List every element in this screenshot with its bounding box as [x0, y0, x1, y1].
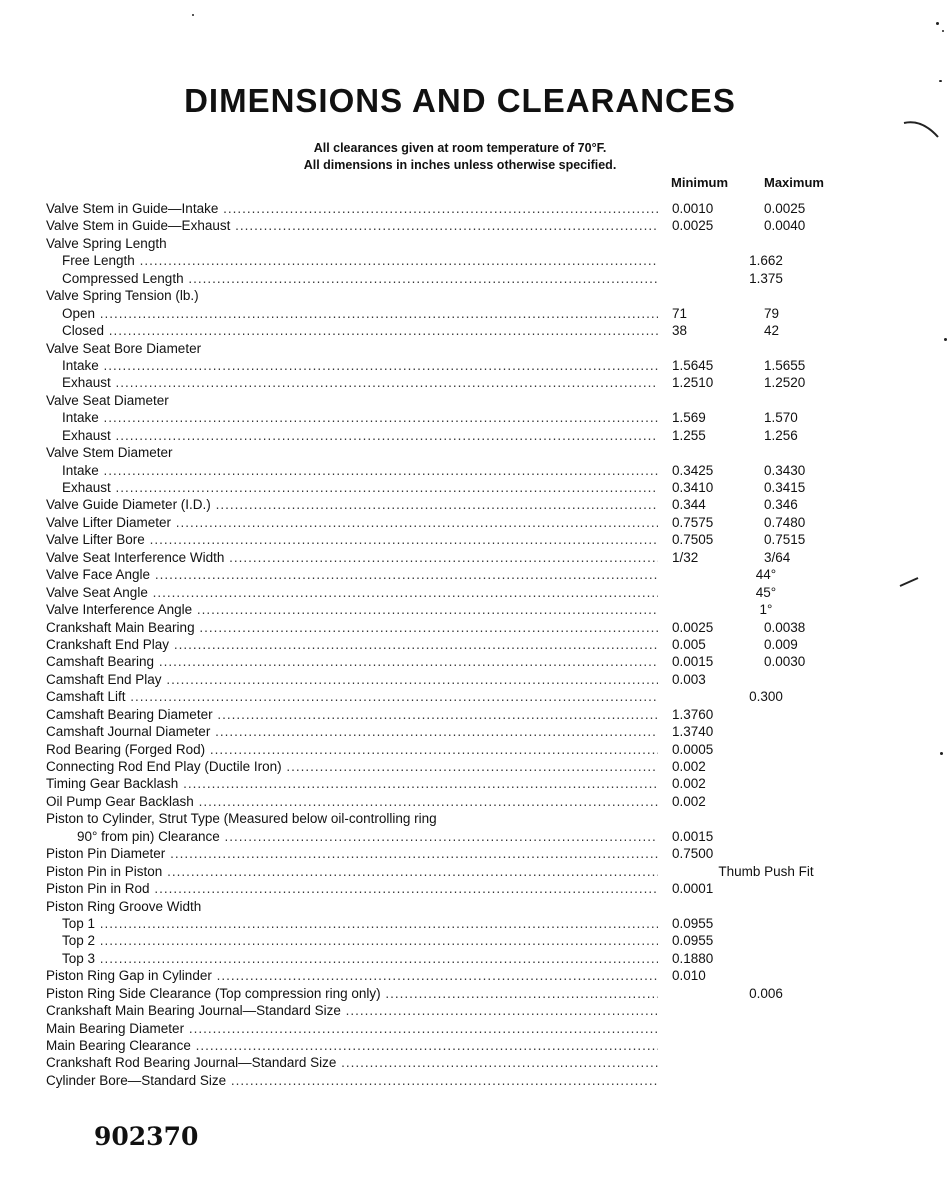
spec-label: Valve Seat Diameter [46, 392, 169, 408]
spec-value: 0.006 [749, 985, 783, 1001]
scan-speck [942, 30, 944, 32]
spec-minimum: 0.7575 [672, 514, 714, 530]
scan-mark [898, 574, 922, 590]
spec-value: 45° [755, 584, 777, 600]
spec-value: Thumb Push Fit [718, 863, 814, 879]
spec-row [46, 723, 846, 740]
spec-label: Main Bearing Diameter ..... [46, 1020, 658, 1037]
spec-row [46, 828, 846, 845]
minimum-column-header: Minimum [671, 175, 729, 190]
spec-row [46, 252, 846, 269]
spec-value: 44° [755, 567, 777, 583]
spec-minimum: 0.0010 [672, 201, 714, 216]
spec-row [46, 392, 846, 409]
spec-label: Top 2 ..... [46, 932, 658, 949]
spec-minimum: 0.3410 [672, 480, 714, 495]
spec-row [46, 653, 846, 670]
spec-row [46, 357, 846, 374]
spec-label: Crankshaft Main Bearing ..... [46, 619, 658, 636]
spec-minimum: 0.0005 [672, 741, 714, 757]
spec-minimum: 1.2510 [672, 375, 714, 391]
spec-maximum: 3/64 [764, 549, 791, 565]
spec-row [46, 758, 846, 775]
spec-label: Exhaust ..... [46, 374, 658, 391]
spec-label: Intake ..... [46, 357, 658, 374]
spec-maximum: 0.0025 [764, 201, 806, 216]
spec-row [46, 880, 846, 897]
spec-row [46, 845, 846, 862]
spec-label: Rod Bearing (Forged Rod) ..... [46, 741, 658, 758]
spec-label: Top 3 ..... [46, 950, 658, 967]
spec-row [46, 235, 846, 252]
spec-row [46, 863, 846, 880]
spec-row [46, 1054, 846, 1071]
spec-maximum: 0.0040 [764, 218, 806, 234]
spec-row [46, 950, 846, 967]
spec-label: Camshaft End Play ..... [46, 671, 658, 688]
maximum-column-header: Maximum [764, 175, 824, 190]
spec-label: Crankshaft Rod Bearing Journal—Standard Size ..... [46, 1054, 658, 1071]
spec-maximum: 42 [764, 323, 780, 339]
spec-row [46, 1072, 846, 1089]
spec-label: Piston Ring Gap in Cylinder ..... [46, 967, 658, 984]
spec-label: Timing Gear Backlash ..... [46, 775, 658, 792]
scan-speck [192, 14, 194, 16]
spec-row [46, 322, 846, 339]
spec-row [46, 566, 846, 583]
spec-label: Valve Stem in Guide—Exhaust ..... [46, 217, 658, 234]
spec-row [46, 305, 846, 322]
spec-label: Top 1 ..... [46, 915, 658, 932]
spec-value: 1.662 [749, 253, 783, 269]
spec-value: 1.375 [749, 270, 783, 286]
spec-label: Oil Pump Gear Backlash ..... [46, 793, 658, 810]
spec-minimum: 1.5645 [672, 357, 714, 373]
spec-label: Camshaft Bearing ..... [46, 653, 658, 670]
spec-label: Valve Seat Angle ..... [46, 584, 658, 601]
spec-row [46, 932, 846, 949]
spec-maximum: 0.346 [764, 497, 798, 513]
temperature-note: All clearances given at room temperature of 70°F. [313, 141, 607, 155]
spec-label: Connecting Rod End Play (Ductile Iron) ..... [46, 758, 658, 775]
spec-row [46, 741, 846, 758]
spec-row [46, 688, 846, 705]
spec-row [46, 531, 846, 548]
spec-minimum: 0.0001 [672, 881, 714, 897]
scan-speck [939, 80, 942, 82]
spec-minimum: 0.005 [672, 636, 706, 652]
spec-label: Piston Ring Side Clearance (Top compression ring only) ..... [46, 985, 658, 1002]
spec-row [46, 200, 846, 217]
spec-value: 0.300 [749, 689, 783, 705]
spec-minimum: 0.1880 [672, 950, 714, 966]
spec-row [46, 217, 846, 234]
spec-row [46, 898, 846, 915]
spec-label: Piston to Cylinder, Strut Type (Measured below oil-controlling ring [46, 811, 437, 827]
spec-label: Free Length ..... [46, 252, 658, 269]
spec-row [46, 270, 846, 287]
spec-row [46, 287, 846, 304]
scan-mark [902, 115, 942, 145]
spec-label: Valve Lifter Bore ..... [46, 531, 658, 548]
part-number: 902370 [94, 1122, 199, 1151]
spec-maximum: 0.3430 [764, 462, 806, 478]
spec-row [46, 444, 846, 461]
spec-maximum: 1.2520 [764, 375, 806, 391]
spec-maximum: 0.7480 [764, 514, 806, 530]
spec-minimum: 38 [672, 323, 688, 339]
spec-label: Exhaust ..... [46, 479, 658, 496]
spec-label: Valve Face Angle ..... [46, 566, 658, 583]
spec-minimum: 0.0025 [672, 218, 714, 234]
spec-maximum: 0.0030 [764, 654, 806, 670]
spec-label: Camshaft Journal Diameter ..... [46, 723, 658, 740]
spec-maximum: 0.0038 [764, 619, 806, 635]
spec-row [46, 985, 846, 1002]
specification-table [46, 200, 846, 1089]
spec-maximum: 0.3415 [764, 480, 806, 495]
spec-minimum: 1/32 [672, 549, 699, 565]
spec-minimum: 1.569 [672, 410, 706, 426]
spec-label: Main Bearing Clearance ..... [46, 1037, 658, 1054]
spec-row [46, 775, 846, 792]
spec-label: Valve Interference Angle ..... [46, 601, 658, 618]
spec-minimum: 0.7505 [672, 532, 714, 548]
spec-minimum: 0.002 [672, 759, 706, 774]
spec-label: Open ..... [46, 305, 658, 322]
spec-row [46, 479, 846, 496]
spec-minimum: 0.0955 [672, 915, 714, 931]
spec-minimum: 1.255 [672, 427, 706, 443]
spec-maximum: 79 [764, 305, 780, 321]
spec-row [46, 462, 846, 479]
spec-label: Valve Lifter Diameter ..... [46, 514, 658, 531]
spec-row [46, 810, 846, 827]
spec-label: Piston Pin in Piston ..... [46, 863, 658, 880]
spec-label: Intake ..... [46, 462, 658, 479]
scan-speck [940, 752, 943, 755]
spec-row [46, 1037, 846, 1054]
scan-speck [936, 22, 939, 25]
spec-label: 90° from pin) Clearance ..... [46, 828, 658, 845]
spec-label: Valve Stem Diameter [46, 445, 173, 461]
spec-label: Piston Pin Diameter ..... [46, 845, 658, 862]
spec-row [46, 967, 846, 984]
spec-row [46, 1002, 846, 1019]
spec-row [46, 427, 846, 444]
spec-label: Valve Seat Interference Width ..... [46, 549, 658, 566]
spec-label: Exhaust ..... [46, 427, 658, 444]
spec-label: Crankshaft End Play ..... [46, 636, 658, 653]
spec-row [46, 409, 846, 426]
spec-minimum: 1.3760 [672, 706, 714, 722]
spec-row [46, 793, 846, 810]
spec-maximum: 0.009 [764, 636, 798, 652]
spec-label: Valve Spring Tension (lb.) [46, 288, 199, 304]
spec-label: Valve Guide Diameter (I.D.) ..... [46, 496, 658, 513]
spec-label: Valve Stem in Guide—Intake ..... [46, 200, 658, 217]
spec-label: Crankshaft Main Bearing Journal—Standard Size ..... [46, 1002, 658, 1019]
spec-label: Piston Pin in Rod ..... [46, 880, 658, 897]
spec-label: Cylinder Bore—Standard Size ..... [46, 1072, 658, 1089]
spec-label: Camshaft Bearing Diameter ..... [46, 706, 658, 723]
page-title: DIMENSIONS AND CLEARANCES [184, 82, 736, 119]
spec-label: Camshaft Lift ..... [46, 688, 658, 705]
spec-maximum: 0.7515 [764, 532, 806, 548]
spec-minimum: 0.0025 [672, 619, 714, 635]
spec-maximum: 1.256 [764, 427, 798, 443]
scan-speck [944, 338, 947, 341]
spec-row [46, 636, 846, 653]
spec-row [46, 671, 846, 688]
spec-row [46, 374, 846, 391]
spec-row [46, 915, 846, 932]
spec-minimum: 1.3740 [672, 724, 714, 740]
spec-row [46, 706, 846, 723]
spec-minimum: 71 [672, 305, 688, 321]
spec-label: Closed ..... [46, 322, 658, 339]
spec-minimum: 0.0015 [672, 828, 714, 844]
spec-minimum: 0.010 [672, 968, 706, 984]
spec-minimum: 0.003 [672, 671, 706, 687]
spec-label: Valve Spring Length [46, 235, 167, 251]
spec-minimum: 0.002 [672, 793, 706, 809]
spec-minimum: 0.002 [672, 776, 706, 792]
spec-minimum: 0.0015 [672, 654, 714, 670]
spec-minimum: 0.0955 [672, 933, 714, 949]
spec-row [46, 514, 846, 531]
spec-label: Compressed Length ..... [46, 270, 658, 287]
spec-minimum: 0.7500 [672, 846, 714, 862]
spec-row [46, 584, 846, 601]
spec-row [46, 619, 846, 636]
spec-label: Intake ..... [46, 409, 658, 426]
spec-row [46, 340, 846, 357]
spec-minimum: 0.344 [672, 497, 706, 513]
spec-maximum: 1.570 [764, 410, 798, 426]
spec-label: Piston Ring Groove Width [46, 898, 202, 914]
spec-row [46, 601, 846, 618]
spec-maximum: 1.5655 [764, 357, 806, 373]
spec-minimum: 0.3425 [672, 462, 714, 478]
spec-value: 1° [759, 602, 773, 618]
spec-row [46, 496, 846, 513]
spec-row [46, 1020, 846, 1037]
spec-row [46, 549, 846, 566]
units-note: All dimensions in inches unless otherwise specified. [303, 158, 617, 172]
spec-label: Valve Seat Bore Diameter [46, 340, 202, 356]
